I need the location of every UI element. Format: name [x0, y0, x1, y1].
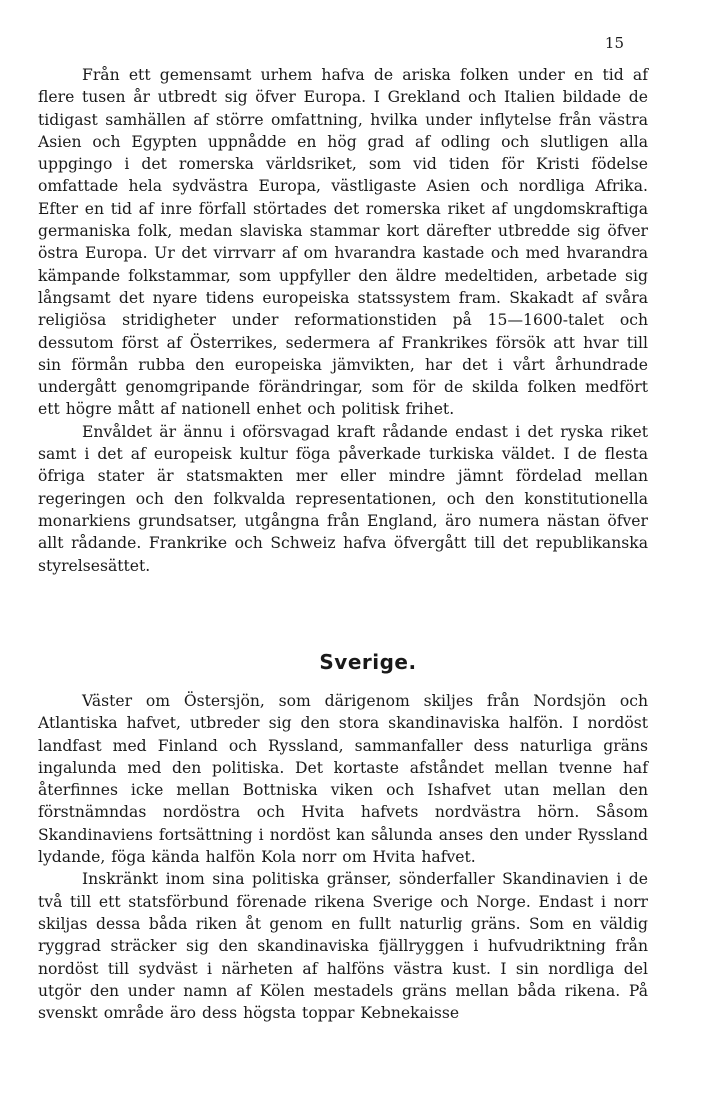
page-number: 15 [604, 34, 624, 52]
intro-text [38, 64, 648, 577]
paragraph: Inskränkt inom sina politiska gränser, sönderfaller Skandinavien i de två till ett statsförbund förenade rikena Sverige och Norge. Endast i norr skiljas dessa båda riken åt genom en fullt naturlig gräns. Som en väldig ryggrad sträcker sig den skandinaviska fjällryggen i hufvudriktning från nordöst till sydväst i närheten af halföns västra kust. I sin nordliga del utgör den under namn af Kölen mestadels gräns mellan båda rikena. På svenskt område äro dess högsta toppar Kebnekaisse [38, 870, 648, 1023]
paragraph: Envåldet är ännu i oförsvagad kraft rådande endast i det ryska riket samt i det af europeisk kultur föga påverkade turkiska väldet. I de flesta öfriga stater är statsmakten mer eller mindre jämnt fördelad mellan regeringen och den folkvalda representationen, och den konstitutionella monarkiens grundsatser, utgångna från England, äro numera nästan öfver allt rådande. Frankrike och Schweiz hafva öfvergått till det republikanska styrelsesättet. [38, 422, 648, 575]
section-heading: Sverige. [319, 650, 417, 674]
paragraph: Väster om Östersjön, som därigenom skiljes från Nordsjön och Atlantiska hafvet, utbreder sig den stora skandinaviska halfön. I nordöst landfast med Finland och Ryssland, sammanfaller dess naturliga gräns ingalunda med den politiska. Det kortaste afståndet mellan tvenne haf återfinnes icke mellan Bottniska viken och Ishafvet utan mellan den förstnämndas nordöstra och Hvita hafvets nordvästra hörn. Såsom Skandinaviens fortsättning i nordöst kan sålunda anses den under Ryssland lydande, föga kända halfön Kola norr om Hvita hafvet. [38, 692, 648, 867]
section-text [38, 690, 648, 1024]
paragraph: Från ett gemensamt urhem hafva de ariska folken under en tid af flere tusen år utbredt sig öfver Europa. I Grekland och Italien bildade de tidigast samhällen af större omfattning, hvilka under inflytelse från västra Asien och Egypten uppnådde en hög grad af odling och slutligen alla uppgingo i det romerska världsriket, som vid tiden för Kristi födelse omfattade hela sydvästra Europa, västligaste Asien och nordliga Afrika. Efter en tid af inre förfall störtades det romerska riket af ungdomskraftiga germaniska folk, medan slaviska stammar kort därefter utbredde sig öfver östra Europa. Ur det virrvarr af om hvarandra kastade och med hvarandra kämpande folkstammar, som uppfyller den äldre medeltiden, arbetade sig långsamt det nyare tidens europeiska statssystem fram. Skakadt af svåra religiösa stridigheter under reformationstiden på 15—1600-talet och dessutom först af Österrikes, sedermera af Frankrikes försök att hvar till sin förmån rubba den europeiska jämvikten, har det i vårt århundrade undergått genomgripande förändringar, som för de skilda folken medfört ett högre mått af nationell enhet och politisk frihet. [38, 66, 648, 419]
